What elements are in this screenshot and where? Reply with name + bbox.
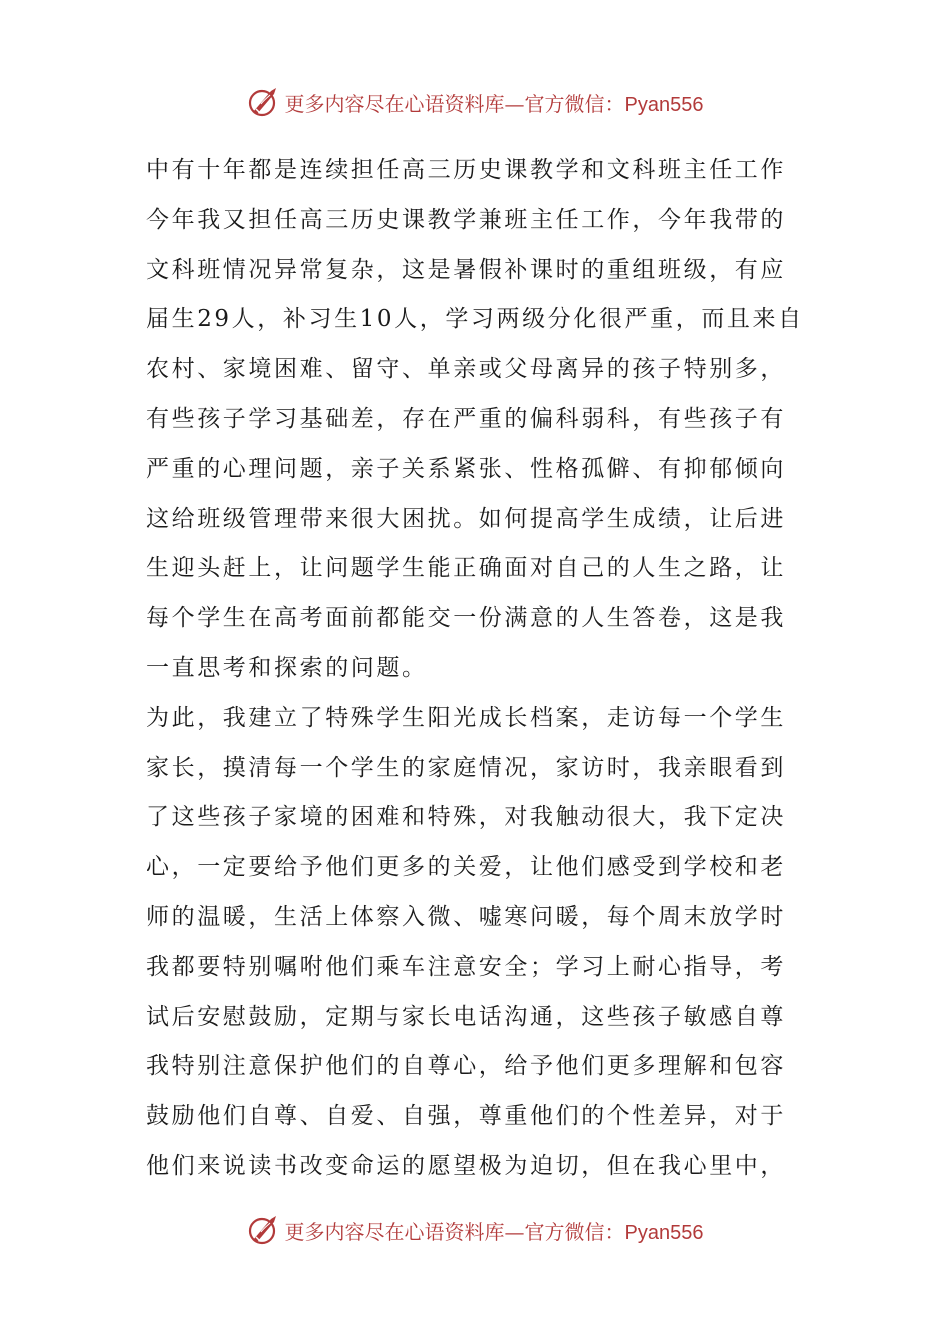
footer-banner bbox=[0, 1208, 950, 1252]
text-line: 为此，我建立了特殊学生阳光成长档案，走访每一个学生 bbox=[146, 704, 786, 731]
document-body bbox=[146, 146, 806, 1192]
text-line: 他们来说读书改变命运的愿望极为迫切，但在我心里中， bbox=[146, 1152, 786, 1179]
text-line: 我特别注意保护他们的自尊心，给予他们更多理解和包容 bbox=[146, 1053, 786, 1080]
text-line: 文科班情况异常复杂，这是暑假补课时的重组班级，有应 bbox=[146, 256, 786, 283]
text-line: 心，一定要给予他们更多的关爱，让他们感受到学校和老 bbox=[146, 854, 786, 881]
text-line: 有些孩子学习基础差，存在严重的偏科弱科，有些孩子有 bbox=[146, 405, 786, 432]
text-line: 每个学生在高考面前都能交一份满意的人生答卷，这是我 bbox=[146, 605, 786, 632]
wechat-id: Pyan556 bbox=[624, 1221, 704, 1244]
text-line: 届生29人，补习生10人，学习两级分化很严重，而且来自 bbox=[146, 306, 804, 333]
text-line: 试后安慰鼓励，定期与家长电话沟通，这些孩子敏感自尊 bbox=[146, 1003, 786, 1030]
text-line: 这给班级管理带来很大困扰。如何提高学生成绩，让后进 bbox=[146, 505, 786, 532]
text-line: 严重的心理问题，亲子关系紧张、性格孤僻、有抑郁倾向 bbox=[146, 455, 786, 482]
pen-logo-icon bbox=[247, 1213, 281, 1247]
text-line: 一直思考和探索的问题。 bbox=[146, 654, 428, 681]
banner-text: 更多内容尽在心语资料库—官方微信：Pyan556 bbox=[284, 91, 704, 116]
text-line: 家长，摸清每一个学生的家庭情况，家访时，我亲眼看到 bbox=[146, 754, 786, 781]
text-line: 生迎头赶上，让问题学生能正确面对自己的人生之路，让 bbox=[146, 555, 786, 582]
text-line: 了这些孩子家境的困难和特殊，对我触动很大，我下定决 bbox=[146, 804, 786, 831]
text-line: 师的温暖，生活上体察入微、嘘寒问暖，每个周末放学时 bbox=[146, 903, 786, 930]
pen-logo-icon bbox=[247, 85, 281, 119]
wechat-id: Pyan556 bbox=[624, 93, 704, 116]
text-line: 鼓励他们自尊、自爱、自强，尊重他们的个性差异，对于 bbox=[146, 1103, 786, 1130]
text-line: 中有十年都是连续担任高三历史课教学和文科班主任工作 bbox=[146, 157, 786, 183]
banner-text: 更多内容尽在心语资料库—官方微信：Pyan556 bbox=[284, 1219, 704, 1244]
header-banner bbox=[0, 80, 950, 124]
text-line: 今年我又担任高三历史课教学兼班主任工作，今年我带的 bbox=[146, 206, 786, 233]
text-line: 农村、家境困难、留守、单亲或父母离异的孩子特别多， bbox=[146, 356, 786, 383]
text-line: 我都要特别嘱咐他们乘车注意安全；学习上耐心指导，考 bbox=[146, 953, 786, 980]
